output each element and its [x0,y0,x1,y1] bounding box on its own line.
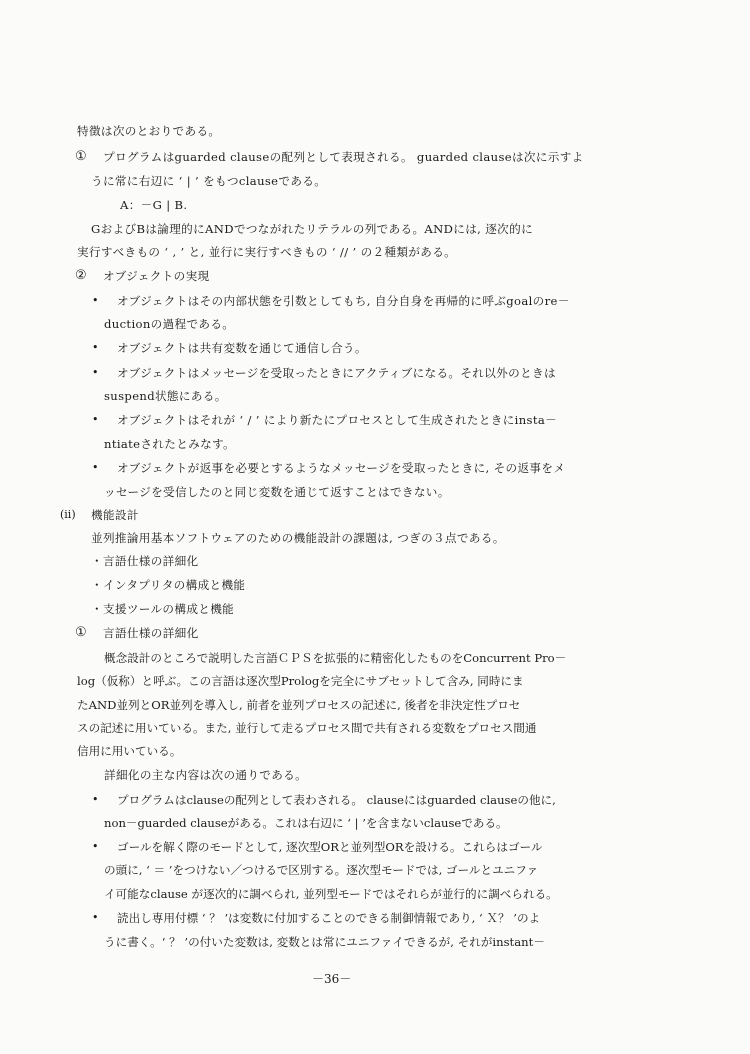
item2-marker: ② [75,268,87,283]
task-item: ・支援ツールの構成と機能 [91,602,235,616]
sub-bullet2-line1: ゴールを解く際のモードとして, 逐次型ORと並列型ORを設ける。これらはゴール [117,840,543,854]
bullet-dot: • [92,461,99,474]
para-line: スの記述に用いている。また, 並行して走るプロセス間で共有される変数をプロセス間通 [77,721,537,735]
item2-bullet4-line1: オブジェクトはそれが ‘ / ’ により新たにプロセスとして生成されたときにinsta－ [117,413,558,427]
subsection1-title: 言語仕様の詳細化 [103,626,199,640]
item1-explain2: 実行すべきもの ‘ , ’ と, 並行に実行すべきもの ‘ // ’ の２種類がある。 [77,245,457,259]
item1-line2: うに常に右辺に ‘ | ’ をもつclauseである。 [91,174,327,188]
intro-text: 特徴は次のとおりである。 [77,124,221,138]
item2-bullet4-line2: ntiateされたとみなす。 [104,437,235,451]
item1-marker: ① [75,149,87,164]
sub-bullet2-line2: の頭に, ‘ ＝ ’をつけない／つけるで区別する。逐次型モードでは, ゴールとユニファ [104,863,539,877]
bullet-dot: • [92,793,99,806]
para-line: たAND並列とOR並列を導入し, 前者を並列プロセスの記述に, 後者を非決定性プロセ [77,698,521,712]
section-ii-marker: (ii) [60,508,76,521]
sub-bullet3-line2: うに書く。‘ ？ ’の付いた変数は, 変数とは常にユニファイできるが, それがinstant－ [104,935,545,949]
bullet-dot: • [92,341,99,354]
bullet-dot: • [92,840,99,853]
item2-bullet5-line2: ッセージを受信したのと同じ変数を通じて返すことはできない。 [104,485,450,499]
sub-bullet1-line1: プログラムはclauseの配列として表わされる。 clauseにはguarded clauseの他に, [117,793,556,807]
sub-bullet1-line2: non－guarded clauseがある。これは右辺に ‘ | ’を含まないclauseである。 [104,816,508,830]
para-line: 概念設計のところで説明した言語ＣＰＳを拡張的に精密化したものをConcurrent Pro－ [104,651,567,665]
item2-bullet3-line2: suspend状態にある。 [104,389,227,403]
subsection1-marker: ① [75,625,87,640]
para-line: 信用に用いている。 [77,744,182,758]
item2-bullet3-line1: オブジェクトはメッセージを受取ったときにアクティブになる。それ以外のときは [117,366,556,380]
para-line: log（仮称）と呼ぶ。この言語は逐次型Prologを完全にサブセットして含み, 同時にま [77,674,524,688]
bullet-dot: • [92,366,99,379]
bullet-dot: • [92,911,99,924]
sub-bullet3-line1: 読出し専用付標 ‘ ？ ’は変数に付加することのできる制御情報であり, ‘ Ｘ？ ’のよ [117,911,541,925]
item2-bullet1-line1: オブジェクトはその内部状態を引数としてもち, 自分自身を再帰的に呼ぶgoalのre－ [117,294,570,308]
section-ii-title: 機能設計 [91,508,139,522]
detail-intro: 詳細化の主な内容は次の通りである。 [104,768,308,782]
formula: A：－G | B. [120,198,188,212]
section-ii-intro: 並列推論用基本ソフトウェアのための機能設計の課題は, つぎの３点である。 [91,531,505,545]
item2-bullet1-line2: ductionの過程である。 [104,317,235,331]
task-item: ・言語仕様の詳細化 [91,554,199,568]
item1-explain1: GおよびBは論理的にANDでつながれたリテラルの列である。ANDには, 逐次的に [91,222,534,236]
task-item: ・インタプリタの構成と機能 [91,578,246,592]
bullet-dot: • [92,294,99,307]
page-number: －36－ [312,972,352,986]
item1-line1: プログラムはguarded clauseの配列として表現される。 guarded clauseは次に示すよ [103,150,584,164]
item2-bullet2-line1: オブジェクトは共有変数を通じて通信し合う。 [117,341,367,355]
bullet-dot: • [92,413,99,426]
item2-title: オブジェクトの実現 [103,269,210,283]
sub-bullet2-line3: イ可能なclause が逐次的に調べられ, 並列型モードではそれらが並行的に調べられる。 [104,887,558,901]
item2-bullet5-line1: オブジェクトが返事を必要とするようなメッセージを受取ったときに, その返事をメ [117,461,566,475]
